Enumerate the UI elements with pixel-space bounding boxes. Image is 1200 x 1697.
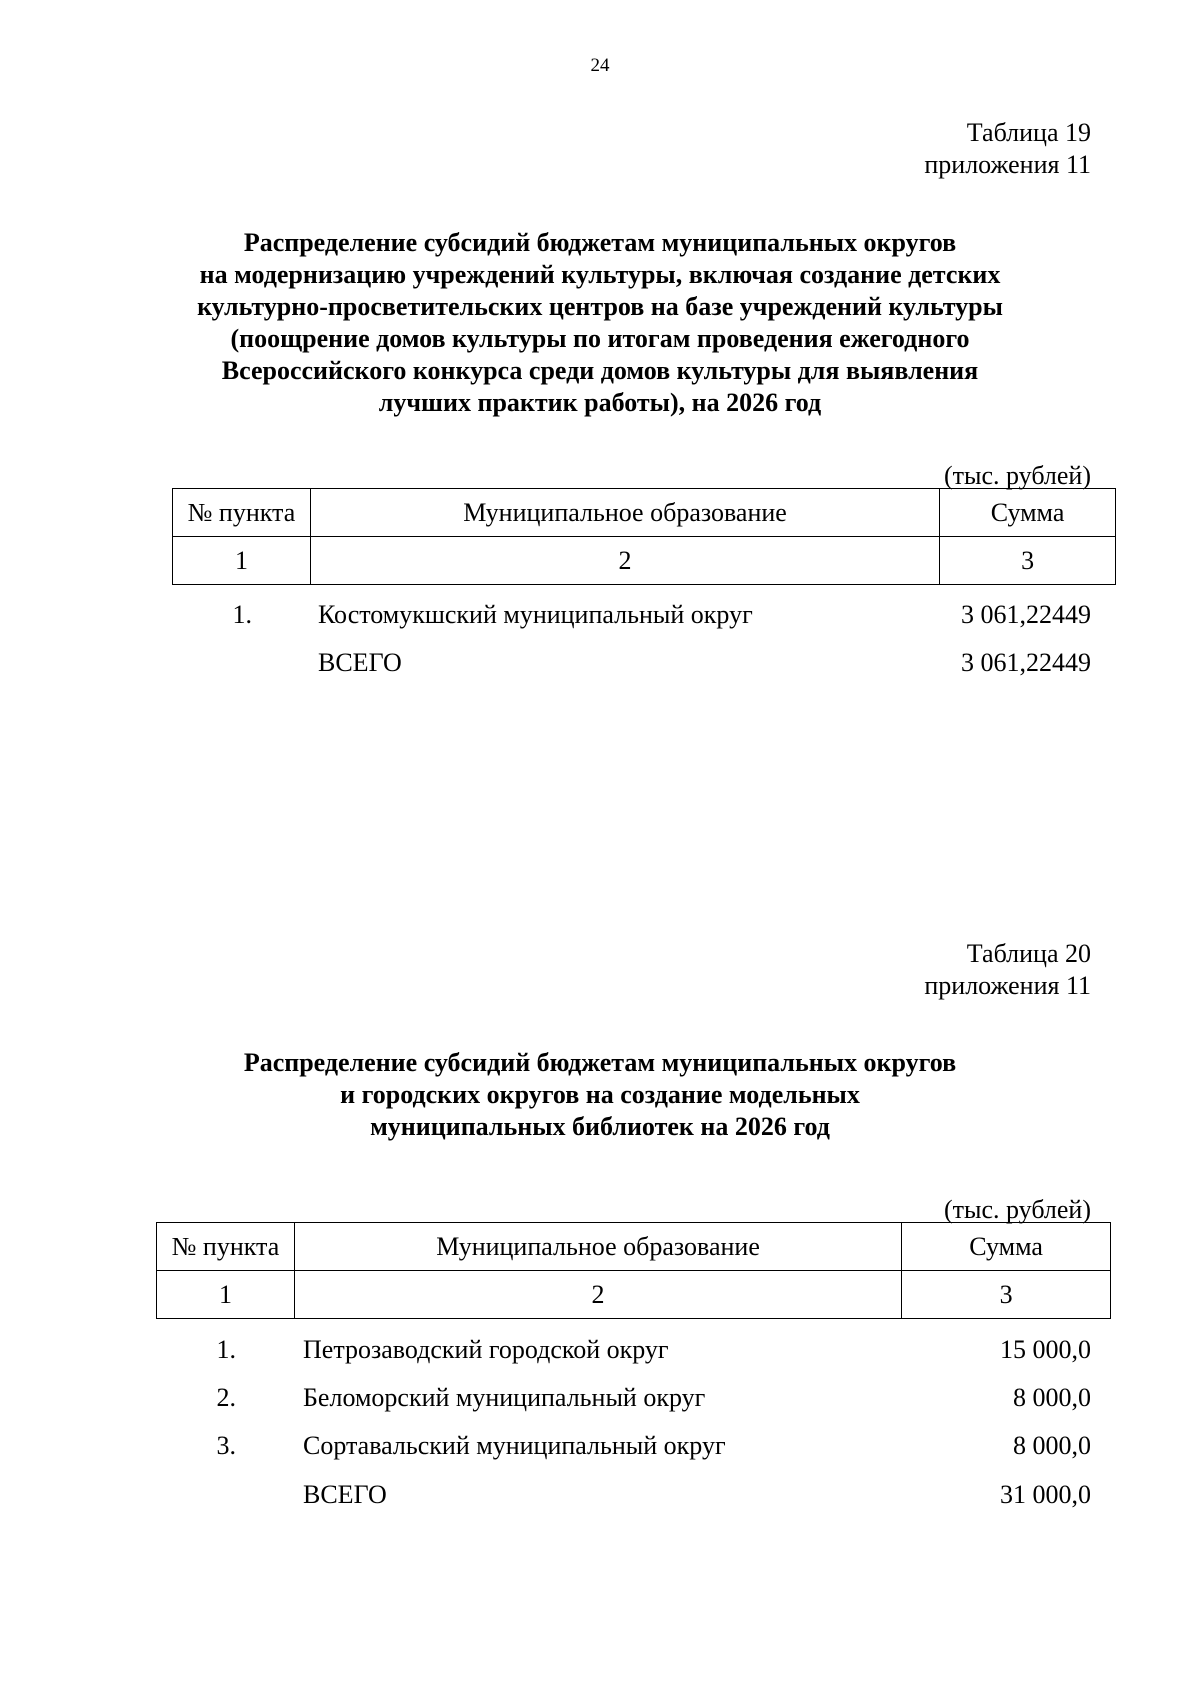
table20-column-number: 2 — [294, 1271, 901, 1319]
table20-header-cell: Сумма — [902, 1223, 1111, 1271]
table20-header-row — [157, 1223, 1111, 1271]
table20-header-cell: Муниципальное образование — [294, 1223, 901, 1271]
table20-total-row — [0, 1480, 1200, 1510]
row-number: 1. — [232, 600, 252, 629]
table19-title-line: (поощрение домов культуры по итогам проведения ежегодного — [230, 324, 970, 353]
table19-header-cell: Муниципальное образование — [310, 489, 939, 537]
row-name: Сортавальский муниципальный округ — [303, 1431, 726, 1460]
table20-column-number-row — [157, 1271, 1111, 1319]
total-sum: 31 000,0 — [1000, 1480, 1091, 1509]
row-sum: 8 000,0 — [1013, 1431, 1091, 1460]
table19-header-cell: Сумма — [940, 489, 1116, 537]
table20-title — [0, 1047, 1200, 1143]
total-label: ВСЕГО — [318, 648, 402, 677]
table20-header-table — [156, 1222, 1111, 1319]
table19-units: (тыс. рублей) — [943, 461, 1091, 490]
row-number: 1. — [216, 1335, 236, 1364]
table20-caption-line2: приложения 11 — [924, 971, 1091, 1000]
row-sum: 8 000,0 — [1013, 1383, 1091, 1412]
total-label: ВСЕГО — [303, 1480, 387, 1509]
total-sum: 3 061,22449 — [961, 648, 1091, 677]
row-sum: 3 061,22449 — [961, 600, 1091, 629]
table19-title-line: на модернизацию учреждений культуры, включая создание детских — [199, 260, 1001, 289]
table19-row — [0, 600, 1200, 630]
row-name: Петрозаводский городской округ — [303, 1335, 669, 1364]
table19-caption-line1: Таблица 19 — [966, 118, 1091, 147]
table19-column-number: 2 — [310, 537, 939, 585]
table20-title-line: муниципальных библиотек на 2026 год — [370, 1112, 830, 1141]
row-name: Костомукшский муниципальный округ — [318, 600, 753, 629]
table20-units: (тыс. рублей) — [943, 1195, 1091, 1224]
table19-title-line: Всероссийского конкурса среди домов культуры для выявления — [221, 356, 979, 385]
row-number: 3. — [216, 1431, 236, 1460]
table19-header-cell: № пункта — [173, 489, 311, 537]
table19-header-table — [172, 488, 1116, 585]
table20-row — [0, 1383, 1200, 1413]
table19-column-number: 1 — [173, 537, 311, 585]
table19-title-line: Распределение субсидий бюджетам муниципальных округов — [243, 228, 957, 257]
table19-column-number: 3 — [940, 537, 1116, 585]
table19-title — [0, 227, 1200, 419]
table20-column-number: 1 — [157, 1271, 295, 1319]
table20-header-cell: № пункта — [157, 1223, 295, 1271]
table20-caption-line1: Таблица 20 — [966, 939, 1091, 968]
table19-title-line: лучших практик работы), на 2026 год — [378, 388, 822, 417]
table19-caption — [924, 117, 1091, 181]
table20-caption — [924, 938, 1091, 1002]
table20-title-line: Распределение субсидий бюджетам муниципальных округов — [243, 1048, 957, 1077]
table20-row — [0, 1335, 1200, 1365]
table20-title-line: и городских округов на создание модельных — [340, 1080, 860, 1109]
row-sum: 15 000,0 — [1000, 1335, 1091, 1364]
table20-row — [0, 1431, 1200, 1461]
row-number: 2. — [216, 1383, 236, 1412]
page-number: 24 — [590, 55, 610, 76]
table19-header-row — [173, 489, 1116, 537]
table19-total-row — [0, 648, 1200, 678]
table19-column-number-row — [173, 537, 1116, 585]
table20-column-number: 3 — [902, 1271, 1111, 1319]
table19-caption-line2: приложения 11 — [924, 150, 1091, 179]
table19-title-line: культурно-просветительских центров на базе учреждений культуры — [197, 292, 1003, 321]
row-name: Беломорский муниципальный округ — [303, 1383, 706, 1412]
